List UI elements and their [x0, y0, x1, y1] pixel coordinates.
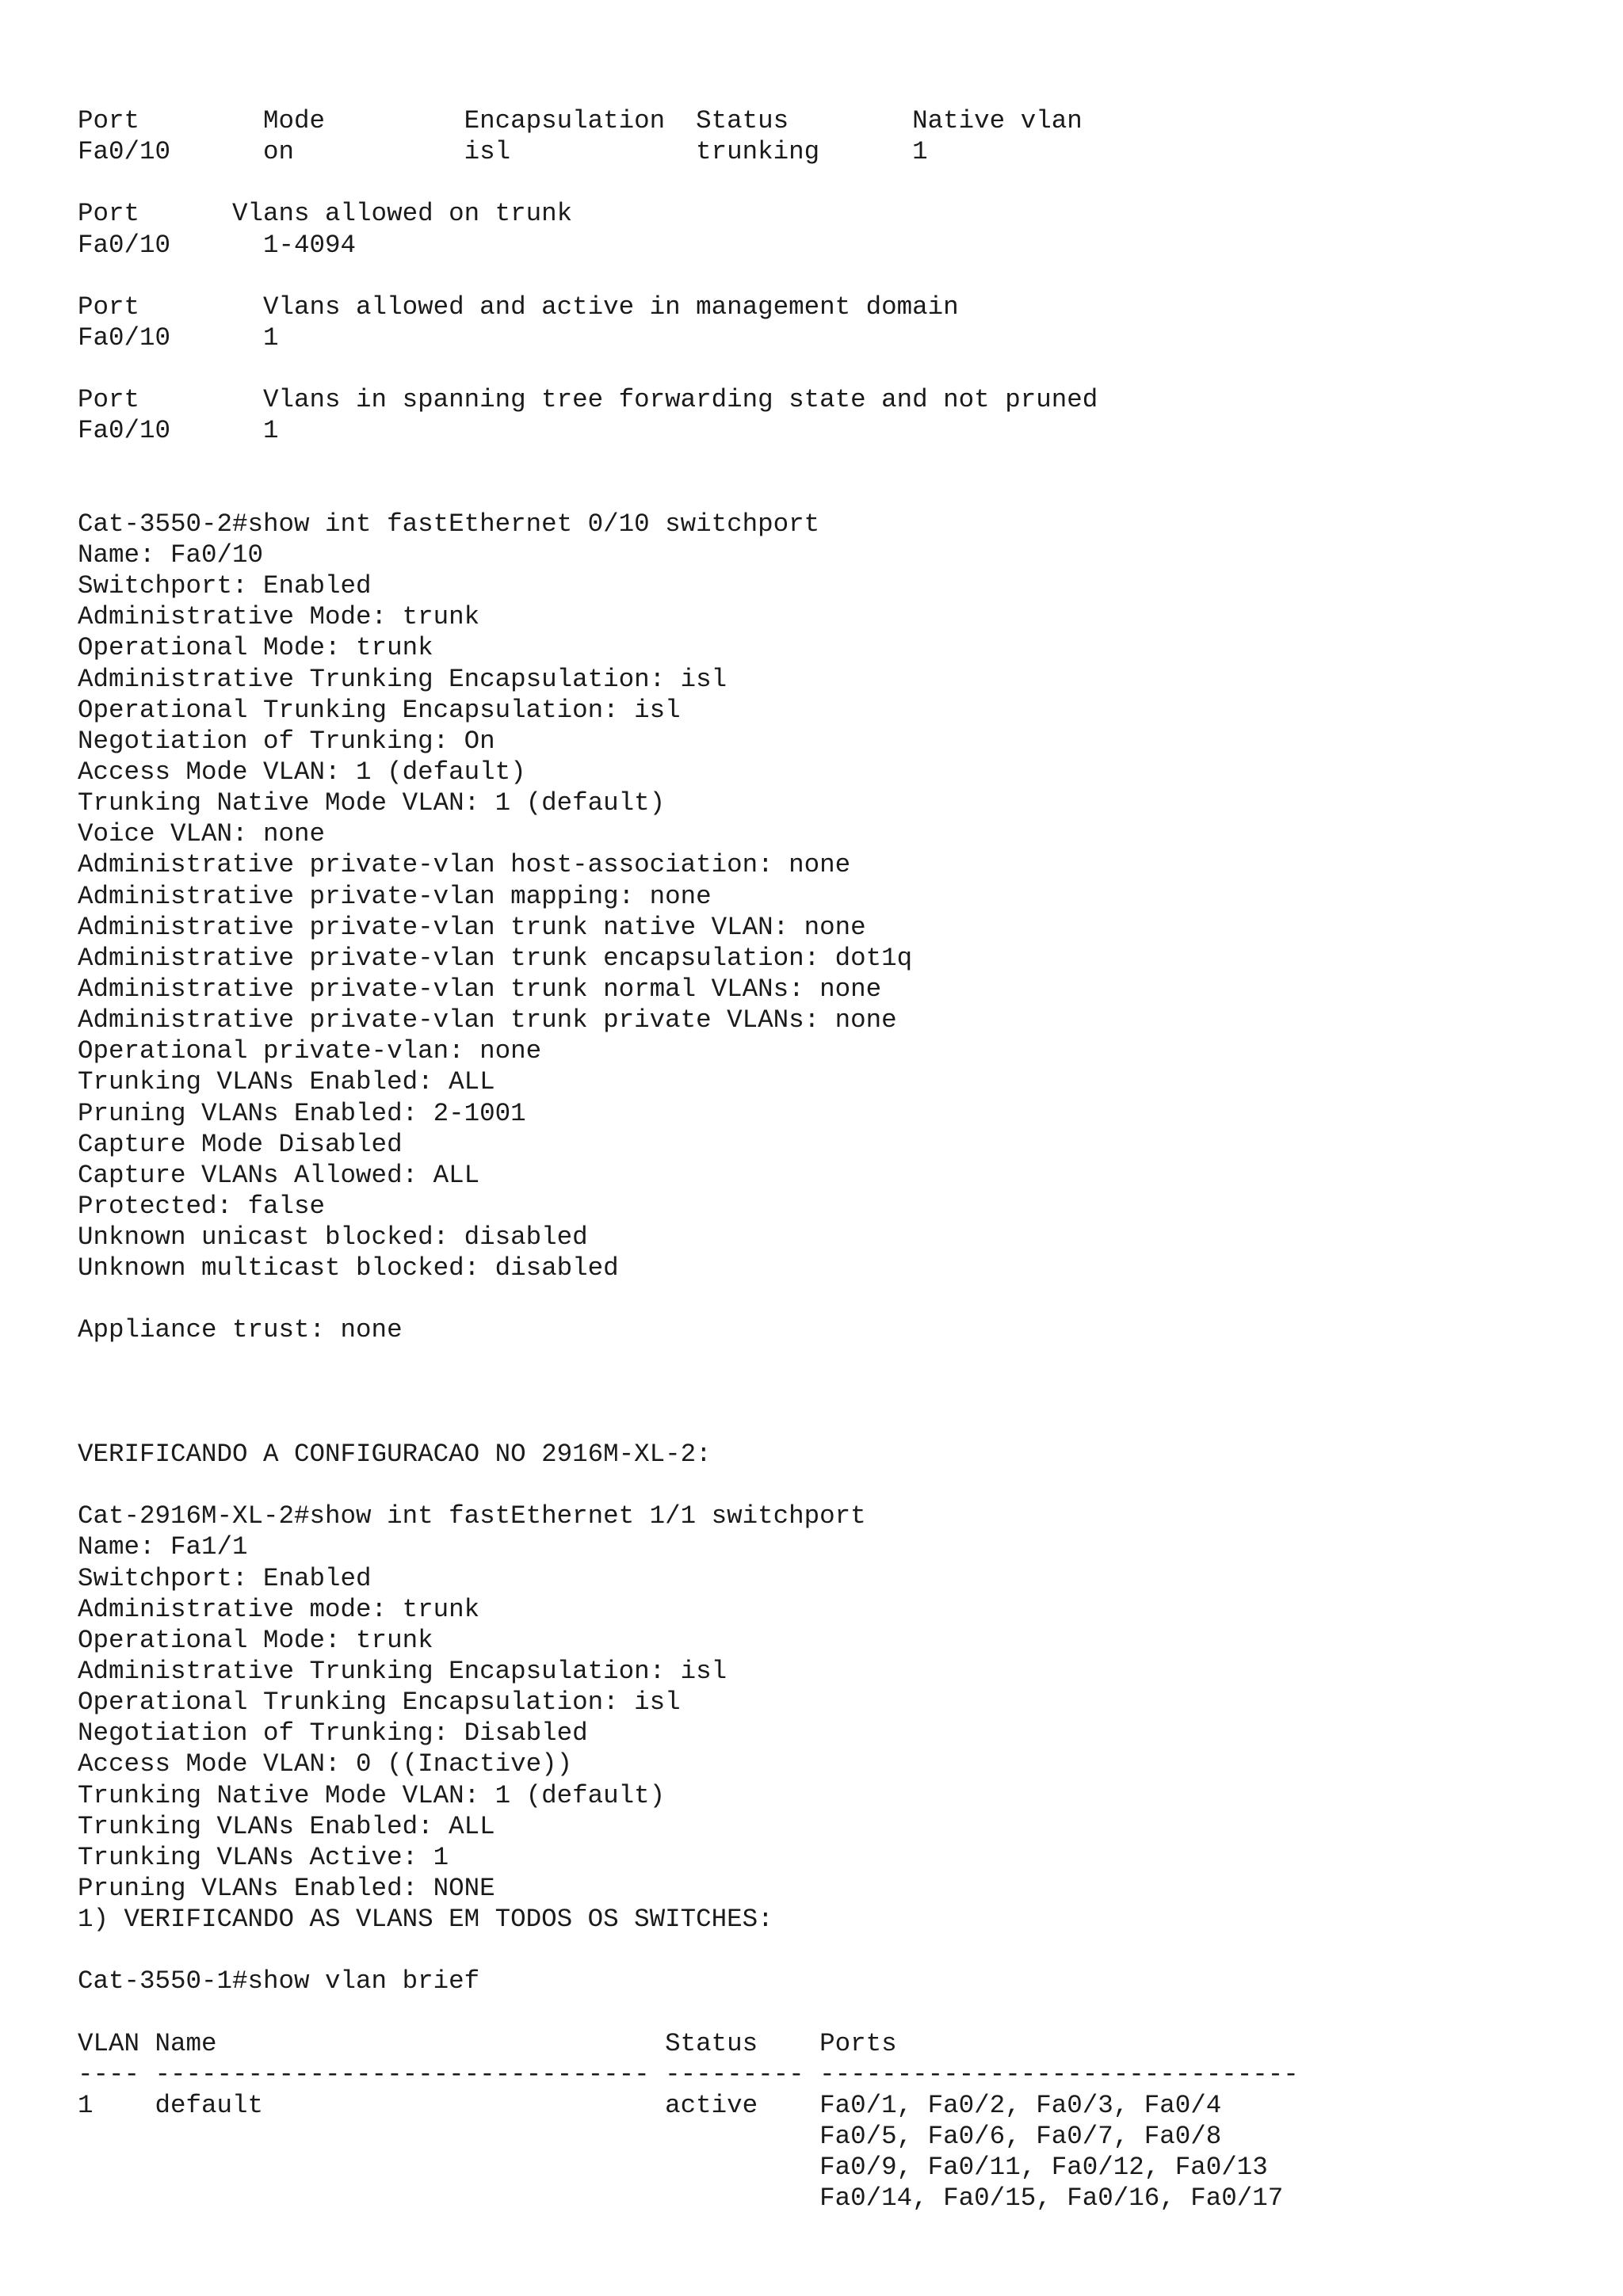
text-line: Trunking VLANs Active: 1 [78, 1842, 449, 1872]
text-line: Voice VLAN: none [78, 819, 326, 849]
text-line [78, 353, 1299, 384]
text-line: Administrative private-vlan trunk normal VLANs: none [78, 974, 882, 1004]
text-line: Operational private-vlan: none [78, 1036, 542, 1066]
text-line: Pruning VLANs Enabled: 2-1001 [78, 1098, 526, 1128]
text-line: Trunking Native Mode VLAN: 1 (default) [78, 788, 666, 818]
text-line: Switchport: Enabled [78, 1563, 372, 1593]
text-line: Switchport: Enabled [78, 571, 372, 601]
text-line: Negotiation of Trunking: Disabled [78, 1718, 588, 1749]
text-line: Operational Trunking Encapsulation: isl [78, 695, 681, 725]
text-line: Administrative private-vlan trunk private VLANs: none [78, 1005, 897, 1035]
text-line: Fa0/5, Fa0/6, Fa0/7, Fa0/8 [78, 2122, 1222, 2152]
text-line: VLAN Name Status Ports [78, 2028, 897, 2058]
text-line: 1) VERIFICANDO AS VLANS EM TODOS OS SWITCHES: [78, 1905, 773, 1935]
text-line: Pruning VLANs Enabled: NONE [78, 1874, 495, 1904]
text-line [78, 167, 1299, 198]
text-line: Appliance trust: none [78, 1315, 403, 1345]
text-line: Negotiation of Trunking: On [78, 726, 495, 756]
text-line: Administrative mode: trunk [78, 1594, 480, 1624]
text-line: ---- -------------------------------- --------- ------------------------------- [78, 2059, 1299, 2089]
text-line: Port Mode Encapsulation Status Native vlan [78, 106, 1083, 135]
text-line: Name: Fa0/10 [78, 540, 264, 570]
text-line: Name: Fa1/1 [78, 1532, 248, 1562]
text-line: Cat-2916M-XL-2#show int fastEthernet 1/1 switchport [78, 1501, 866, 1531]
text-line: Capture Mode Disabled [78, 1129, 403, 1159]
text-line: Administrative private-vlan trunk encapsulation: dot1q [78, 943, 913, 973]
text-line: Port Vlans allowed on trunk [78, 199, 573, 229]
text-line [78, 261, 1299, 292]
text-line: Operational Mode: trunk [78, 633, 433, 663]
text-line: Cat-3550-2#show int fastEthernet 0/10 switchport [78, 509, 820, 539]
text-line: Administrative private-vlan mapping: none [78, 881, 712, 911]
text-line: Fa0/9, Fa0/11, Fa0/12, Fa0/13 [78, 2153, 1268, 2183]
text-line: 1 default active Fa0/1, Fa0/2, Fa0/3, Fa0/4 [78, 2091, 1222, 2120]
text-line [78, 1408, 1299, 1439]
text-line: Port Vlans in spanning tree forwarding state and not pruned [78, 385, 1098, 415]
text-line: Fa0/10 1-4094 [78, 230, 357, 260]
text-line: Protected: false [78, 1191, 326, 1221]
text-line [78, 1377, 1299, 1408]
text-line: Operational Trunking Encapsulation: isl [78, 1688, 681, 1718]
text-line: Access Mode VLAN: 0 ((Inactive)) [78, 1749, 573, 1779]
text-line [78, 1283, 1299, 1314]
text-line: Administrative Trunking Encapsulation: isl [78, 1657, 727, 1687]
text-line: Unknown unicast blocked: disabled [78, 1222, 588, 1253]
text-line: VERIFICANDO A CONFIGURACAO NO 2916M-XL-2: [78, 1440, 712, 1470]
text-line: Trunking Native Mode VLAN: 1 (default) [78, 1780, 666, 1810]
text-line: Fa0/10 on isl trunking 1 [78, 137, 928, 167]
text-line: Trunking VLANs Enabled: ALL [78, 1067, 495, 1097]
text-line [78, 478, 1299, 509]
text-line: Administrative Trunking Encapsulation: isl [78, 664, 727, 694]
text-line: Port Vlans allowed and active in management domain [78, 292, 959, 322]
text-line: Cat-3550-1#show vlan brief [78, 1966, 480, 1997]
text-line: Trunking VLANs Enabled: ALL [78, 1811, 495, 1841]
text-line [78, 1935, 1299, 1966]
document-text [78, 105, 1299, 2214]
text-line [78, 1346, 1299, 1377]
text-line: Operational Mode: trunk [78, 1625, 433, 1655]
text-line: Fa0/10 1 [78, 322, 279, 353]
text-line [78, 1470, 1299, 1501]
text-line: Access Mode VLAN: 1 (default) [78, 757, 526, 787]
text-line: Fa0/10 1 [78, 416, 279, 446]
text-line [78, 1997, 1299, 2028]
text-line: Capture VLANs Allowed: ALL [78, 1160, 480, 1190]
text-line: Unknown multicast blocked: disabled [78, 1253, 619, 1283]
text-line: Administrative Mode: trunk [78, 602, 480, 632]
text-line [78, 447, 1299, 478]
text-line: Administrative private-vlan host-association: none [78, 850, 851, 880]
text-line: Administrative private-vlan trunk native VLAN: none [78, 912, 866, 942]
text-line: Fa0/14, Fa0/15, Fa0/16, Fa0/17 [78, 2183, 1284, 2214]
